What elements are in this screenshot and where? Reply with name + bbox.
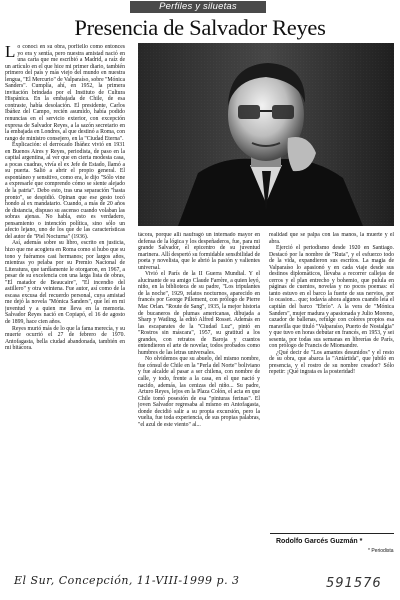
paragraph: Vivió el París de la II Guerra Mundial. Y el alucinante de su amigo Claude Farrère, a quien leyó, niño, en la biblioteca de su padre, "Los tripulantes de la noche", 1929, relatos nocturnos, aparecido en francés por George Pillement, con prólogo de Pierre Mac Orlan. "Route de Sang", 1935, la mejor historia de bucaneros de plumas americanas, dibujada a Sharp y Watling, la editó Alfred Rosset. Además en las escaparates de la "Ciudad Luz", pintó en "Rostros sin máscara", 1957, su gratitud a los grandes, con retratos de Baroja y cuantos entendieron el arte de novelar, todos probados como humbres de las letras universales. (138, 271, 260, 356)
article-column-2 (138, 232, 260, 572)
portrait-illustration (138, 43, 394, 226)
byline-divider (270, 533, 394, 534)
paragraph: No olvidemos que su abuelo, del mismo nombre, fue cónsul de Chile en la "Perla del Norte" boliviano y fue alcalde al pasar a ser chilena, con nombre de calle, y todo, frente a la casa, en el que nació y nacido, además, las cenizas del niño... Su padre, Arturo Reyes, lejos en la Plaza Colón, el acta en que Chile tomó posesión de esa "pinturas ferinas". El joven Salvador regresaba al mismo en Antofagasta, donde decidió salir a su propia excursión, pero la vuelta, fue toda experiencia, de sus propias palabras, "el azul de este viento" al... (138, 356, 260, 428)
article-column-3 (269, 232, 394, 572)
paragraph: Explicación: el derrocado Ibáñez vivió en 1931 en Buenos Aires y Reyes, periodista, de paso en la capital argentina, al ver que en cierta modesta casa, a pocas cuadras, vivía el ex Jefe de Estado, llamó a su puerta. Salió a abrir el propio general. El espontáneo y sensitivo, como era, le dijo "Sólo vine a expresarle que comprendo cómo se siente alejado de la patria". Debo esto, tras una separación "hasta pronto", se despidió. Opinan que ese gesto tocó hondo al ex mandatario. Cuando, a más de 20 años de distancia, dispuso su ascenso cuando volaban las sobras ajenas. No habla, esto es verdadero, pensamiento o intención política, sino sólo un afecto lejano, uno de los que de las características del autor de "Piel Nocturna" (1936). (5, 142, 125, 240)
paragraph (5, 44, 125, 142)
article-column-1 (5, 44, 125, 572)
author-role: * Periodista (368, 548, 394, 554)
paragraph: Así, además sobre su libro, escrito en justicia, hizo que me acogiera en Roma como si hubo que su tono y fuéramos casi hermanos; por largos años, mientras yo pelaba por su Premio Nacional de Literatura, que tardíamente le otorgaron, en 1967, a pesar de su excelencia con una larga lista de obras, "El matador de Beaucaire", "El incendio del astillero" y otra veintena. Fue autor, así como de la escasa excusa del recuerdo personal, cuya amistad me dejó la novela "Mónica Sanders", que leí en mi juventud y a quien me lleva en la memoria. Salvador Reyes nació en Copiapó, el 16 de agosto de 1899, hace cien años. (5, 240, 125, 325)
archive-code: 591576 (326, 576, 382, 591)
paragraph: ¿Qué decir de "Los amantes desunidos" y el resto de su obra, que abarca la "Antártida", que jubiló en presencia, y el rostro de su nombre creador? Sólo repetir: ¡Qué ingrata es la posteridad! (269, 349, 394, 376)
handwritten-source-note: El Sur, Concepción, 11-VIII-1999 p. 3 (14, 574, 240, 587)
paragraph: Reyes murió más de lo que la fama merecía, y su muerte ocurrió el 27 de febrero de 1970. Antofagasta, bella ciudad abandonada, también en mi bitácora. (5, 325, 125, 352)
paragraph: Ejerció el periodismo desde 1920 en Santiago. Destacó por la nombre de "Ruta", y el esfuerzo todo de la vida, expandieron sus escritos. La magia de Valparaíso lo apasionó y en cada viaje desde sus destinos diplomáticos, llevaba a recorrer callejas de cerros y el plan entrecho y bohemio, que pulula en páginas de cuentos, novelas y no pocos poemas: el tanto estuvo en el barco la fuerte de sus nervios, por lo ocasion... que; todavía ahora algunos cuando leía el capitán del barco "Ebrío". A la vera de "Mónica Sanders", mujer madura y apasionada y Julio Moreno, cazador de ballenas, refulge con colores propios esa maravilla que tituló "Valparaíso, Puerto de Nostalgia" y que tuvo en horas debutar en francés, en 1953, y sei sesenta, por todas sus semanas en librerías de París, con prólogo de Francis de Miomandre. (269, 245, 394, 350)
paragraph: tácora, porque allí naufragó un internado mayor en defensa de la lógica y los despeñaderos, fue, para mi grande Salvador, el epicentro de su juventud marinera. Allí despertó su formidable sensibilidad de poeta y novelista, que le abrió la pasión y valientes universal. (138, 232, 260, 271)
paragraph: realidad que se palpa con las manos, la muerte y el abra. (269, 232, 394, 245)
paragraph-text: o conocí en su obra, porfiello como entonces yo era y sentía, pero nuestra amistad nació en una carta que me escribió a Madrid, a raíz de un artículo en el que hice mi primer diario, también primero del país y más viejo del mundo en nuestra lengua, "El Mercurio" de Valparaíso, sobre "Mónica Sanders". Cumplía, ahí, en 1952, la primera invitación brindada por el Instituto de Cultura Hispánica. En la embajada de Chile, de esa contraste, había desolación. El presidente, Carlos Ibáñez del Campo, recién asumido, había podido renuncias en el servicio exterior, con excepción expresa de Salvador Reyes, a la sazón secretario en la embajada en Londres, al que destinó a Roma, con rango de ministro consejero, en la "Ciudad Eterna". (5, 44, 125, 142)
drop-cap: L (5, 44, 16, 61)
author-byline: Rodolfo Garcés Guzmán * (276, 538, 363, 545)
portrait-photo (138, 43, 394, 226)
article-title: Presencia de Salvador Reyes (74, 15, 326, 40)
section-banner: Perfiles y siluetas (130, 1, 266, 13)
